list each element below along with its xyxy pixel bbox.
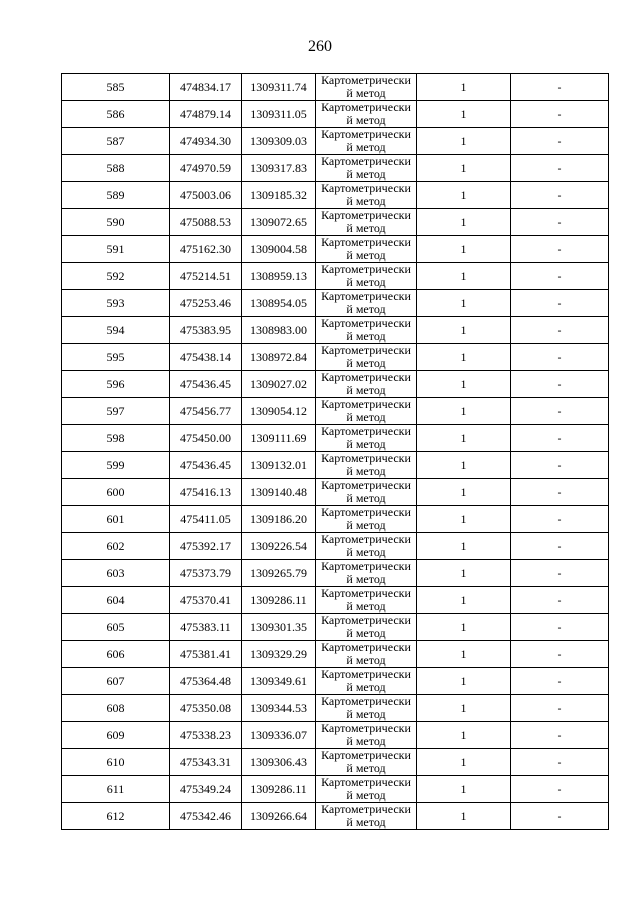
- method-line-2: й метод: [346, 464, 386, 478]
- method-line-1: Картометрически: [321, 181, 411, 195]
- method-line-2: й метод: [346, 626, 386, 640]
- method-cell: [316, 506, 417, 533]
- note-cell: -: [511, 668, 609, 695]
- method-line-2: й метод: [346, 437, 386, 451]
- method-cell: [316, 776, 417, 803]
- method-cell: [316, 344, 417, 371]
- precision-cell: 1: [417, 425, 511, 452]
- point-number-cell: 597: [62, 398, 170, 425]
- y-coordinate-cell: 1309140.48: [242, 479, 316, 506]
- method-line-1: Картометрически: [321, 613, 411, 627]
- note-cell: -: [511, 722, 609, 749]
- method-line-1: Картометрически: [321, 775, 411, 789]
- method-line-1: Картометрически: [321, 505, 411, 519]
- table-row: [62, 668, 609, 695]
- point-number-cell: 608: [62, 695, 170, 722]
- table-row: [62, 452, 609, 479]
- table-row: [62, 182, 609, 209]
- note-cell: -: [511, 290, 609, 317]
- method-line-2: й метод: [346, 329, 386, 343]
- table-row: [62, 101, 609, 128]
- method-line-1: Картометрически: [321, 802, 411, 816]
- method-line-1: Картометрически: [321, 667, 411, 681]
- table-row: [62, 641, 609, 668]
- method-line-2: й метод: [346, 248, 386, 262]
- x-coordinate-cell: 474934.30: [170, 128, 242, 155]
- table-row: [62, 371, 609, 398]
- x-coordinate-cell: 474879.14: [170, 101, 242, 128]
- precision-cell: 1: [417, 290, 511, 317]
- note-cell: -: [511, 587, 609, 614]
- precision-cell: 1: [417, 128, 511, 155]
- table-row: [62, 803, 609, 830]
- note-cell: -: [511, 614, 609, 641]
- page-number: 260: [308, 38, 332, 55]
- method-line-2: й метод: [346, 788, 386, 802]
- method-line-1: Картометрически: [321, 424, 411, 438]
- point-number-cell: 598: [62, 425, 170, 452]
- x-coordinate-cell: 475436.45: [170, 371, 242, 398]
- precision-cell: 1: [417, 479, 511, 506]
- y-coordinate-cell: 1309111.69: [242, 425, 316, 452]
- point-number-cell: 606: [62, 641, 170, 668]
- point-number-cell: 590: [62, 209, 170, 236]
- point-number-cell: 611: [62, 776, 170, 803]
- point-number-cell: 592: [62, 263, 170, 290]
- precision-cell: 1: [417, 533, 511, 560]
- precision-cell: 1: [417, 371, 511, 398]
- x-coordinate-cell: 475088.53: [170, 209, 242, 236]
- y-coordinate-cell: 1309054.12: [242, 398, 316, 425]
- note-cell: -: [511, 209, 609, 236]
- note-cell: -: [511, 371, 609, 398]
- method-cell: [316, 614, 417, 641]
- method-cell: [316, 587, 417, 614]
- y-coordinate-cell: 1308972.84: [242, 344, 316, 371]
- point-number-cell: 589: [62, 182, 170, 209]
- precision-cell: 1: [417, 452, 511, 479]
- point-number-cell: 586: [62, 101, 170, 128]
- point-number-cell: 599: [62, 452, 170, 479]
- table-row: [62, 236, 609, 263]
- point-number-cell: 585: [62, 74, 170, 101]
- x-coordinate-cell: 475373.79: [170, 560, 242, 587]
- x-coordinate-cell: 475450.00: [170, 425, 242, 452]
- precision-cell: 1: [417, 560, 511, 587]
- table-row: [62, 695, 609, 722]
- method-line-2: й метод: [346, 734, 386, 748]
- precision-cell: 1: [417, 74, 511, 101]
- method-line-2: й метод: [346, 302, 386, 316]
- table-row: [62, 74, 609, 101]
- method-line-2: й метод: [346, 653, 386, 667]
- method-line-1: Картометрически: [321, 316, 411, 330]
- y-coordinate-cell: 1309309.03: [242, 128, 316, 155]
- table-row: [62, 209, 609, 236]
- method-line-2: й метод: [346, 599, 386, 613]
- y-coordinate-cell: 1308959.13: [242, 263, 316, 290]
- x-coordinate-cell: 475338.23: [170, 722, 242, 749]
- x-coordinate-cell: 475383.11: [170, 614, 242, 641]
- point-number-cell: 587: [62, 128, 170, 155]
- note-cell: -: [511, 263, 609, 290]
- table-row: [62, 587, 609, 614]
- method-cell: [316, 668, 417, 695]
- method-line-2: й метод: [346, 707, 386, 721]
- y-coordinate-cell: 1309286.11: [242, 776, 316, 803]
- method-line-2: й метод: [346, 815, 386, 829]
- y-coordinate-cell: 1309317.83: [242, 155, 316, 182]
- x-coordinate-cell: 475438.14: [170, 344, 242, 371]
- x-coordinate-cell: 475392.17: [170, 533, 242, 560]
- method-cell: [316, 695, 417, 722]
- method-line-1: Картометрически: [321, 748, 411, 762]
- method-cell: [316, 155, 417, 182]
- table-row: [62, 128, 609, 155]
- table-row: [62, 560, 609, 587]
- method-cell: [316, 533, 417, 560]
- method-line-2: й метод: [346, 410, 386, 424]
- method-cell: [316, 425, 417, 452]
- y-coordinate-cell: 1309226.54: [242, 533, 316, 560]
- note-cell: -: [511, 317, 609, 344]
- method-cell: [316, 236, 417, 263]
- y-coordinate-cell: 1308954.05: [242, 290, 316, 317]
- note-cell: -: [511, 560, 609, 587]
- x-coordinate-cell: 475383.95: [170, 317, 242, 344]
- precision-cell: 1: [417, 182, 511, 209]
- method-cell: [316, 452, 417, 479]
- note-cell: -: [511, 155, 609, 182]
- y-coordinate-cell: 1309072.65: [242, 209, 316, 236]
- point-number-cell: 595: [62, 344, 170, 371]
- y-coordinate-cell: 1309265.79: [242, 560, 316, 587]
- x-coordinate-cell: 475370.41: [170, 587, 242, 614]
- table-body: [62, 74, 609, 830]
- y-coordinate-cell: 1309311.74: [242, 74, 316, 101]
- table-row: [62, 614, 609, 641]
- precision-cell: 1: [417, 344, 511, 371]
- x-coordinate-cell: 475253.46: [170, 290, 242, 317]
- method-line-1: Картометрически: [321, 343, 411, 357]
- table-row: [62, 533, 609, 560]
- y-coordinate-cell: 1309301.35: [242, 614, 316, 641]
- method-line-1: Картометрически: [321, 262, 411, 276]
- method-cell: [316, 479, 417, 506]
- method-line-1: Картометрически: [321, 640, 411, 654]
- precision-cell: 1: [417, 803, 511, 830]
- method-cell: [316, 371, 417, 398]
- method-line-2: й метод: [346, 140, 386, 154]
- method-line-1: Картометрически: [321, 154, 411, 168]
- method-line-1: Картометрически: [321, 478, 411, 492]
- precision-cell: 1: [417, 398, 511, 425]
- method-cell: [316, 182, 417, 209]
- method-line-2: й метод: [346, 356, 386, 370]
- note-cell: -: [511, 695, 609, 722]
- table-row: [62, 263, 609, 290]
- precision-cell: 1: [417, 236, 511, 263]
- note-cell: -: [511, 425, 609, 452]
- method-cell: [316, 101, 417, 128]
- y-coordinate-cell: 1309286.11: [242, 587, 316, 614]
- note-cell: -: [511, 749, 609, 776]
- method-cell: [316, 398, 417, 425]
- x-coordinate-cell: 475349.24: [170, 776, 242, 803]
- method-cell: [316, 560, 417, 587]
- method-line-1: Картометрически: [321, 289, 411, 303]
- note-cell: -: [511, 101, 609, 128]
- x-coordinate-cell: 475364.48: [170, 668, 242, 695]
- precision-cell: 1: [417, 155, 511, 182]
- precision-cell: 1: [417, 506, 511, 533]
- point-number-cell: 600: [62, 479, 170, 506]
- point-number-cell: 594: [62, 317, 170, 344]
- method-line-1: Картометрически: [321, 586, 411, 600]
- y-coordinate-cell: 1309027.02: [242, 371, 316, 398]
- x-coordinate-cell: 475456.77: [170, 398, 242, 425]
- precision-cell: 1: [417, 317, 511, 344]
- x-coordinate-cell: 475411.05: [170, 506, 242, 533]
- precision-cell: 1: [417, 668, 511, 695]
- note-cell: -: [511, 182, 609, 209]
- precision-cell: 1: [417, 614, 511, 641]
- method-cell: [316, 74, 417, 101]
- note-cell: -: [511, 776, 609, 803]
- x-coordinate-cell: 475343.31: [170, 749, 242, 776]
- method-line-2: й метод: [346, 275, 386, 289]
- method-line-2: й метод: [346, 113, 386, 127]
- table-row: [62, 479, 609, 506]
- y-coordinate-cell: 1309004.58: [242, 236, 316, 263]
- table-row: [62, 290, 609, 317]
- point-number-cell: 609: [62, 722, 170, 749]
- note-cell: -: [511, 398, 609, 425]
- precision-cell: 1: [417, 695, 511, 722]
- method-line-1: Картометрически: [321, 235, 411, 249]
- note-cell: -: [511, 128, 609, 155]
- table-row: [62, 425, 609, 452]
- method-line-2: й метод: [346, 680, 386, 694]
- y-coordinate-cell: 1309185.32: [242, 182, 316, 209]
- method-line-2: й метод: [346, 383, 386, 397]
- x-coordinate-cell: 475214.51: [170, 263, 242, 290]
- method-line-1: Картометрически: [321, 100, 411, 114]
- table-row: [62, 776, 609, 803]
- precision-cell: 1: [417, 722, 511, 749]
- method-line-2: й метод: [346, 167, 386, 181]
- precision-cell: 1: [417, 209, 511, 236]
- method-line-2: й метод: [346, 86, 386, 100]
- coordinates-table: [61, 73, 609, 830]
- point-number-cell: 588: [62, 155, 170, 182]
- point-number-cell: 593: [62, 290, 170, 317]
- note-cell: -: [511, 803, 609, 830]
- note-cell: -: [511, 344, 609, 371]
- point-number-cell: 602: [62, 533, 170, 560]
- note-cell: -: [511, 74, 609, 101]
- note-cell: -: [511, 479, 609, 506]
- precision-cell: 1: [417, 641, 511, 668]
- table-row: [62, 506, 609, 533]
- table-row: [62, 344, 609, 371]
- method-line-1: Картометрически: [321, 73, 411, 87]
- method-cell: [316, 317, 417, 344]
- x-coordinate-cell: 475350.08: [170, 695, 242, 722]
- method-line-2: й метод: [346, 491, 386, 505]
- note-cell: -: [511, 533, 609, 560]
- point-number-cell: 612: [62, 803, 170, 830]
- y-coordinate-cell: 1309186.20: [242, 506, 316, 533]
- point-number-cell: 601: [62, 506, 170, 533]
- x-coordinate-cell: 475436.45: [170, 452, 242, 479]
- y-coordinate-cell: 1309329.29: [242, 641, 316, 668]
- y-coordinate-cell: 1309132.01: [242, 452, 316, 479]
- y-coordinate-cell: 1309344.53: [242, 695, 316, 722]
- method-cell: [316, 749, 417, 776]
- method-cell: [316, 128, 417, 155]
- x-coordinate-cell: 475381.41: [170, 641, 242, 668]
- table-row: [62, 155, 609, 182]
- method-line-1: Картометрически: [321, 451, 411, 465]
- precision-cell: 1: [417, 749, 511, 776]
- method-line-2: й метод: [346, 545, 386, 559]
- method-cell: [316, 290, 417, 317]
- y-coordinate-cell: 1309336.07: [242, 722, 316, 749]
- method-line-1: Картометрически: [321, 532, 411, 546]
- precision-cell: 1: [417, 776, 511, 803]
- method-cell: [316, 641, 417, 668]
- point-number-cell: 607: [62, 668, 170, 695]
- point-number-cell: 605: [62, 614, 170, 641]
- method-line-2: й метод: [346, 761, 386, 775]
- method-line-1: Картометрически: [321, 127, 411, 141]
- precision-cell: 1: [417, 101, 511, 128]
- method-line-1: Картометрически: [321, 370, 411, 384]
- note-cell: -: [511, 236, 609, 263]
- y-coordinate-cell: 1308983.00: [242, 317, 316, 344]
- note-cell: -: [511, 641, 609, 668]
- method-line-2: й метод: [346, 572, 386, 586]
- method-cell: [316, 803, 417, 830]
- precision-cell: 1: [417, 587, 511, 614]
- method-cell: [316, 209, 417, 236]
- method-cell: [316, 722, 417, 749]
- method-line-1: Картометрически: [321, 721, 411, 735]
- point-number-cell: 596: [62, 371, 170, 398]
- x-coordinate-cell: 474834.17: [170, 74, 242, 101]
- point-number-cell: 610: [62, 749, 170, 776]
- table-row: [62, 749, 609, 776]
- x-coordinate-cell: 474970.59: [170, 155, 242, 182]
- method-line-1: Картометрически: [321, 208, 411, 222]
- x-coordinate-cell: 475162.30: [170, 236, 242, 263]
- note-cell: -: [511, 506, 609, 533]
- table-row: [62, 317, 609, 344]
- table-row: [62, 722, 609, 749]
- precision-cell: 1: [417, 263, 511, 290]
- y-coordinate-cell: 1309266.64: [242, 803, 316, 830]
- y-coordinate-cell: 1309349.61: [242, 668, 316, 695]
- point-number-cell: 591: [62, 236, 170, 263]
- method-line-2: й метод: [346, 194, 386, 208]
- point-number-cell: 603: [62, 560, 170, 587]
- point-number-cell: 604: [62, 587, 170, 614]
- y-coordinate-cell: 1309311.05: [242, 101, 316, 128]
- method-line-1: Картометрически: [321, 397, 411, 411]
- method-line-1: Картометрически: [321, 694, 411, 708]
- x-coordinate-cell: 475342.46: [170, 803, 242, 830]
- method-line-2: й метод: [346, 518, 386, 532]
- table-row: [62, 398, 609, 425]
- x-coordinate-cell: 475003.06: [170, 182, 242, 209]
- method-line-1: Картометрически: [321, 559, 411, 573]
- x-coordinate-cell: 475416.13: [170, 479, 242, 506]
- method-line-2: й метод: [346, 221, 386, 235]
- method-cell: [316, 263, 417, 290]
- y-coordinate-cell: 1309306.43: [242, 749, 316, 776]
- note-cell: -: [511, 452, 609, 479]
